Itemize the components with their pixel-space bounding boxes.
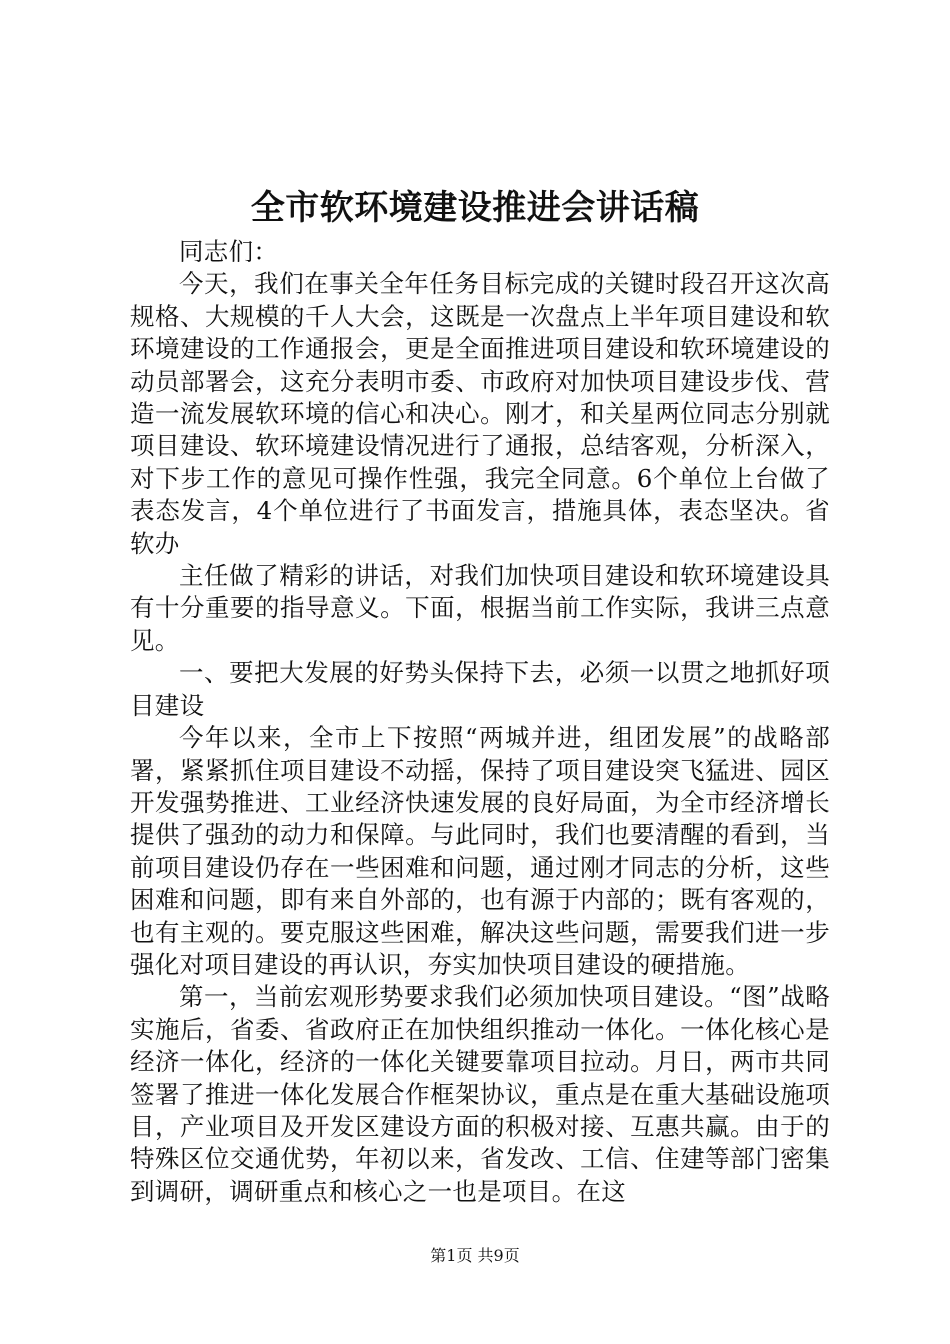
body-paragraph: 今天，我们在事关全年任务目标完成的关键时段召开这次高规格、大规模的千人大会，这既是一次盘点上半年项目建设和软环境建设的工作通报会，更是全面推进项目建设和软环境建设的动员部署会，这充分表明市委、市政府对加快项目建设步伐、营造一流发展软环境的信心和决心。刚才，和关星两位同志分别就项目建设、软环境建设情况进行了通报，总结客观，分析深入，对下步工作的意见可操作性强，我完全同意。6个单位上台做了表态发言，4个单位进行了书面发言，措施具体，表态坚决。省软办 xyxy=(130,269,830,558)
section-heading: 一、要把大发展的好势头保持下去，必须一以贯之地抓好项目建设 xyxy=(130,658,830,720)
body-paragraph: 主任做了精彩的讲话，对我们加快项目建设和软环境建设具有十分重要的指导意义。下面，根据当前工作实际，我讲三点意见。 xyxy=(130,561,830,655)
document-title: 全市软环境建设推进会讲话稿 xyxy=(250,188,700,228)
salutation-paragraph: 同志们： xyxy=(179,237,279,266)
page-number-footer: 第1页 共9页 xyxy=(430,1246,520,1265)
body-paragraph: 第一，当前宏观形势要求我们必须加快项目建设。“图”战略实施后，省委、省政府正在加快组织推动一体化。一体化核心是经济一体化，经济的一体化关键要靠项目拉动。月日，两市共同签署了推进一体化发展合作框架协议，重点是在重大基础设施项目，产业项目及开发区建设方面的积极对接、互惠共赢。由于的特殊区位交通优势，年初以来，省发改、工信、住建等部门密集到调研，调研重点和核心之一也是项目。在这 xyxy=(130,982,830,1206)
body-paragraph: 今年以来，全市上下按照“两城并进，组团发展”的战略部署，紧紧抓住项目建设不动摇，保持了项目建设突飞猛进、园区开发强势推进、工业经济快速发展的良好局面，为全市经济增长提供了强劲的动力和保障。与此同时，我们也要清醒的看到，当前项目建设仍存在一些困难和问题，通过刚才同志的分析，这些困难和问题，即有来自外部的，也有源于内部的；既有客观的，也有主观的。要克服这些困难，解决这些问题，需要我们进一步强化对项目建设的再认识，夯实加快项目建设的硬措施。 xyxy=(130,723,830,979)
document-body xyxy=(130,236,830,1208)
